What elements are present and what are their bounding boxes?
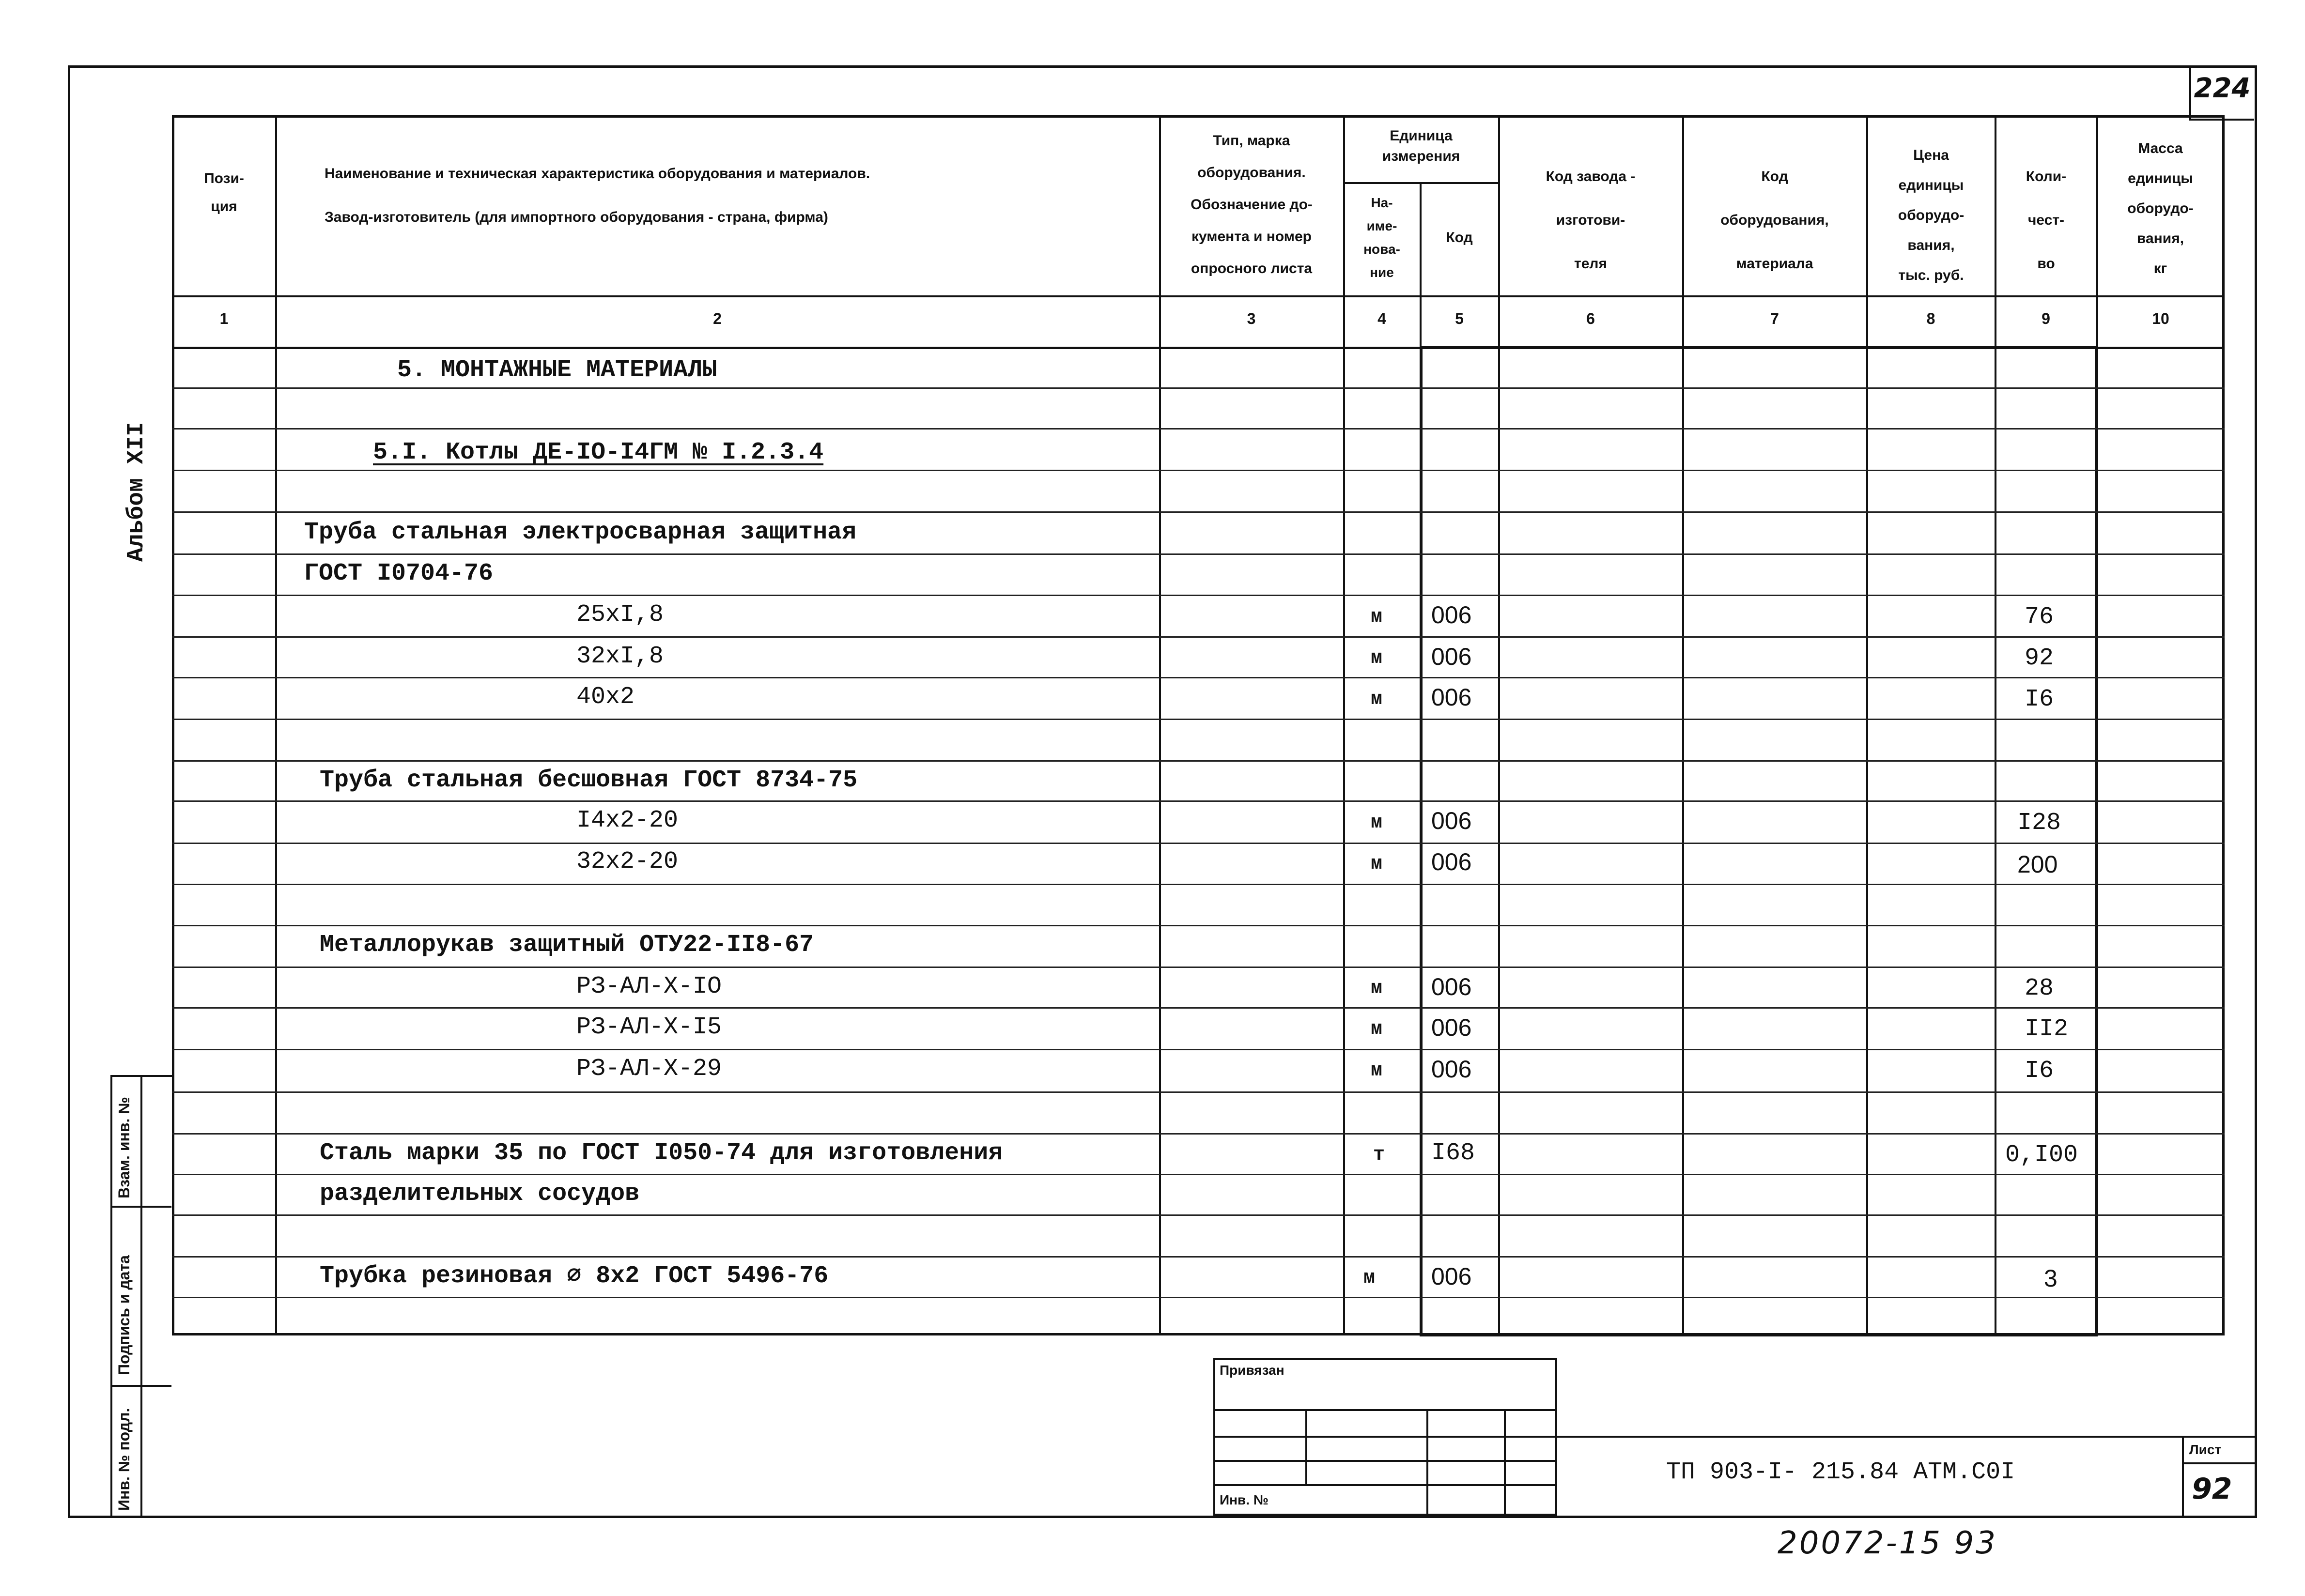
row-item-unit: м — [1371, 978, 1383, 999]
header-unit: Единица измерения — [1382, 128, 1460, 164]
row-item-qty: I6 — [2025, 686, 2054, 713]
col-number-2: 2 — [713, 310, 722, 327]
header-quantity: Коли- чест- во — [2026, 169, 2067, 272]
col-number-6: 6 — [1586, 310, 1595, 327]
row-item-name: Труба стальная электросварная защитная — [304, 519, 857, 546]
row-item-unit: м — [1371, 1018, 1383, 1040]
album-label: Альбом XII — [124, 422, 150, 562]
header-material-code: Код оборудования, материала — [1720, 169, 1829, 272]
footer-number: 20072-15 93 — [1778, 1525, 1997, 1561]
row-item-name: 25xI,8 — [576, 601, 664, 629]
col-number-9: 9 — [2042, 310, 2050, 327]
row-item-name: ГОСТ I0704-76 — [304, 560, 494, 587]
sheet-number: 92 — [2192, 1472, 2232, 1506]
row-item-code: 006 — [1431, 848, 1472, 875]
row-item-unit: м — [1371, 1060, 1383, 1082]
header-type: Тип, марка оборудования. Обозначение до- кумента и номер опросного листа — [1191, 133, 1313, 276]
col-number-4: 4 — [1377, 310, 1386, 327]
stamp-inv-label: Инв. № — [1220, 1492, 1269, 1507]
row-item-name: 32xI,8 — [576, 643, 664, 670]
row-item-code: I68 — [1431, 1139, 1475, 1167]
row-item-qty: 0,I00 — [2005, 1141, 2078, 1169]
row-item-qty: I28 — [2017, 809, 2061, 837]
row-item-qty: I6 — [2025, 1057, 2054, 1085]
row-item-name: 32x2-20 — [576, 848, 679, 875]
row-item-unit: т — [1373, 1144, 1385, 1166]
row-item-code: 006 — [1431, 807, 1472, 834]
row-item-qty: II2 — [2025, 1015, 2069, 1043]
row-item-unit: м — [1371, 606, 1383, 628]
row-item-qty: 3 — [2044, 1265, 2057, 1292]
row-item-qty: 28 — [2025, 975, 2054, 1002]
row-item-name: разделительных сосудов — [320, 1180, 640, 1208]
row-item-code: 006 — [1431, 1263, 1472, 1290]
row-item-name: РЗ-АЛ-Х-29 — [576, 1055, 722, 1083]
row-item-name: Трубка резиновая ⌀ 8x2 ГОСТ 5496-76 — [320, 1262, 829, 1290]
row-item-qty: 200 — [2017, 851, 2058, 878]
header-position: Пози- ция — [204, 170, 244, 215]
row-item-qty: 76 — [2025, 603, 2054, 631]
row-item-name: 40x2 — [576, 683, 635, 711]
document-code: ТП 903-I- 215.84 АТМ.С0I — [1666, 1458, 2015, 1486]
row-item-code: 006 — [1431, 643, 1472, 670]
header-plant-code: Код завода - изготови- теля — [1546, 169, 1636, 272]
row-item-code: 006 — [1431, 1014, 1472, 1041]
side-stamp-inv-original: Инв. № подл. — [115, 1408, 133, 1511]
page-number-top: 224 — [2194, 73, 2251, 104]
row-item-name: РЗ-АЛ-Х-I5 — [576, 1013, 722, 1041]
header-unit-name: На- име- нова- ние — [1363, 195, 1400, 280]
row-item-unit: м — [1371, 853, 1383, 875]
col-number-10: 10 — [2152, 310, 2169, 327]
header-name-line1: Наименование и техническая характеристика оборудования и материалов. — [325, 166, 870, 182]
side-stamp-signature-date: Подпись и дата — [115, 1255, 133, 1375]
header-unit-price: Цена единицы оборудо- вания, тыс. руб. — [1898, 147, 1965, 283]
row-item-code: 006 — [1431, 684, 1472, 711]
sheet-bottom-border — [68, 1516, 2257, 1518]
header-unit-code: Код — [1446, 230, 1473, 246]
row-item-code: 006 — [1431, 601, 1472, 629]
row-item-name: I4x2-20 — [576, 807, 679, 834]
sheet-label: Лист — [2189, 1442, 2222, 1457]
side-stamp-replaced-inv: Взам. инв. № — [115, 1097, 133, 1198]
col-number-3: 3 — [1247, 310, 1256, 327]
col-number-7: 7 — [1770, 310, 1779, 327]
row-item-name: Сталь марки 35 по ГОСТ I050-74 для изготовления — [320, 1139, 1003, 1167]
col-number-1: 1 — [219, 310, 229, 327]
row-subsection-title: 5.I. Котлы ДЕ-IO-I4ГМ № I.2.3.4 — [373, 439, 824, 466]
row-item-name: Труба стальная бесшовная ГОСТ 8734-75 — [320, 767, 858, 794]
stamp-bound-label: Привязан — [1220, 1363, 1284, 1378]
row-section-title: 5. МОНТАЖНЫЕ МАТЕРИАЛЫ — [397, 356, 717, 384]
col-number-5: 5 — [1455, 310, 1464, 327]
row-item-name: Металлорукав защитный ОТУ22-II8-67 — [320, 931, 814, 959]
row-item-qty: 92 — [2025, 645, 2054, 672]
header-name-line2: Завод-изготовитель (для импортного оборудования - страна, фирма) — [325, 209, 828, 225]
row-item-unit: м — [1371, 689, 1383, 710]
header-mass: Масса единицы оборудо- вания, кг — [2127, 140, 2194, 276]
row-item-code: 006 — [1431, 1056, 1472, 1083]
row-item-unit: м — [1363, 1267, 1376, 1289]
row-item-name: РЗ-АЛ-Х-IO — [576, 973, 722, 1000]
row-item-unit: м — [1371, 812, 1383, 834]
row-item-code: 006 — [1431, 973, 1472, 1000]
col-number-8: 8 — [1926, 310, 1935, 327]
row-item-unit: м — [1371, 647, 1383, 669]
